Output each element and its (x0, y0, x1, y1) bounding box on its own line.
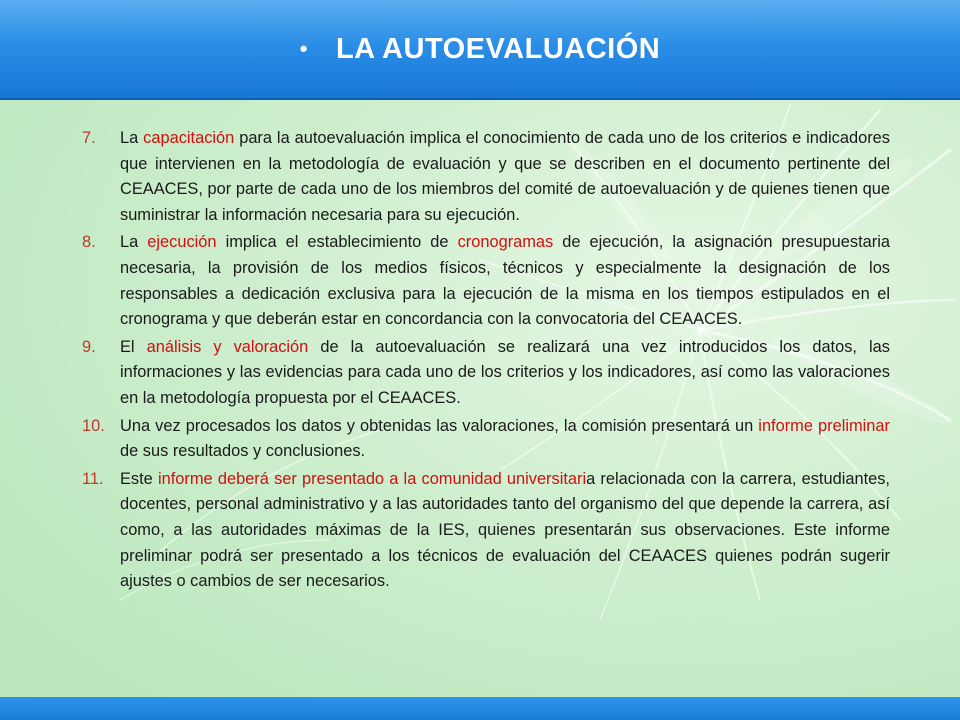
numbered-list (82, 126, 890, 597)
slide-title (0, 0, 960, 98)
text-segment: La (120, 233, 148, 252)
item-number: 10. (82, 416, 105, 435)
highlighted-term: informe preliminar (758, 416, 890, 435)
list-item (82, 467, 890, 595)
title-bar (0, 0, 960, 100)
list-item (82, 126, 890, 228)
item-number: 7. (82, 129, 96, 147)
highlighted-term: análisis y valoración (146, 337, 309, 356)
highlighted-term: informe deberá ser presentado a la comunidad universitari (158, 469, 587, 488)
text-segment: La (120, 129, 144, 147)
text-segment: Este (120, 469, 158, 488)
list-item (82, 335, 890, 412)
highlighted-term: capacitación (143, 129, 235, 147)
highlighted-term: cronogramas (457, 233, 554, 252)
text-segment: de la autoevaluación se realizará una vez introducidos los datos, las informaciones y las evidencias para cada uno de los criterios y los indicadores, así como las valoraciones en la metodología propuesta por el CEAACES. (120, 337, 890, 407)
item-text (120, 414, 890, 465)
title-bullet: • (299, 36, 308, 61)
text-segment: implica el establecimiento de (216, 233, 458, 252)
text-segment: de sus resultados y conclusiones. (120, 442, 366, 461)
list-item (82, 230, 890, 332)
highlighted-term: ejecución (147, 233, 217, 252)
item-number: 11. (82, 469, 104, 488)
text-segment: de ejecución, la asignación presupuestaria necesaria, la provisión de los medios físicos, técnicos y especialmente la designación de los responsables a dedicación exclusiva para la ejecución de la misma en los tiempos estipulados en el cronograma y que deberán estar en concordancia con la convocatoria del CEAACES. (120, 233, 890, 329)
item-text (120, 230, 890, 332)
slide-title-text: LA AUTOEVALUACIÓN (335, 32, 661, 65)
item-text (120, 467, 890, 595)
list-item (82, 414, 890, 465)
item-number: 9. (82, 337, 96, 356)
text-segment: El (120, 337, 147, 356)
text-segment: Una vez procesados los datos y obtenidas las valoraciones, la comisión presentará un (120, 416, 759, 435)
item-text (120, 335, 890, 412)
item-number: 8. (82, 233, 96, 252)
text-segment: a relacionada con la carrera, estudiantes, docentes, personal administrativo y a las autoridades tanto del organismo del que depende la carrera, así como, a las autoridades máximas de la IES, quienes presentarán sus observaciones. Este informe preliminar podrá ser presentado a los técnicos de evaluación del CEAACES quienes podrán sugerir ajustes o cambios de ser necesarios. (120, 469, 890, 591)
item-text (120, 126, 890, 228)
footer-bar (0, 697, 960, 720)
text-segment: para la autoevaluación implica el conocimiento de cada uno de los criterios e indicadores que intervienen en la metodología de evaluación y que se describen en el documento pertinente del CEAACES, por parte de cada uno de los miembros del comité de autoevaluación y de quienes tienen que suministrar la información necesaria para su ejecución. (120, 129, 890, 224)
